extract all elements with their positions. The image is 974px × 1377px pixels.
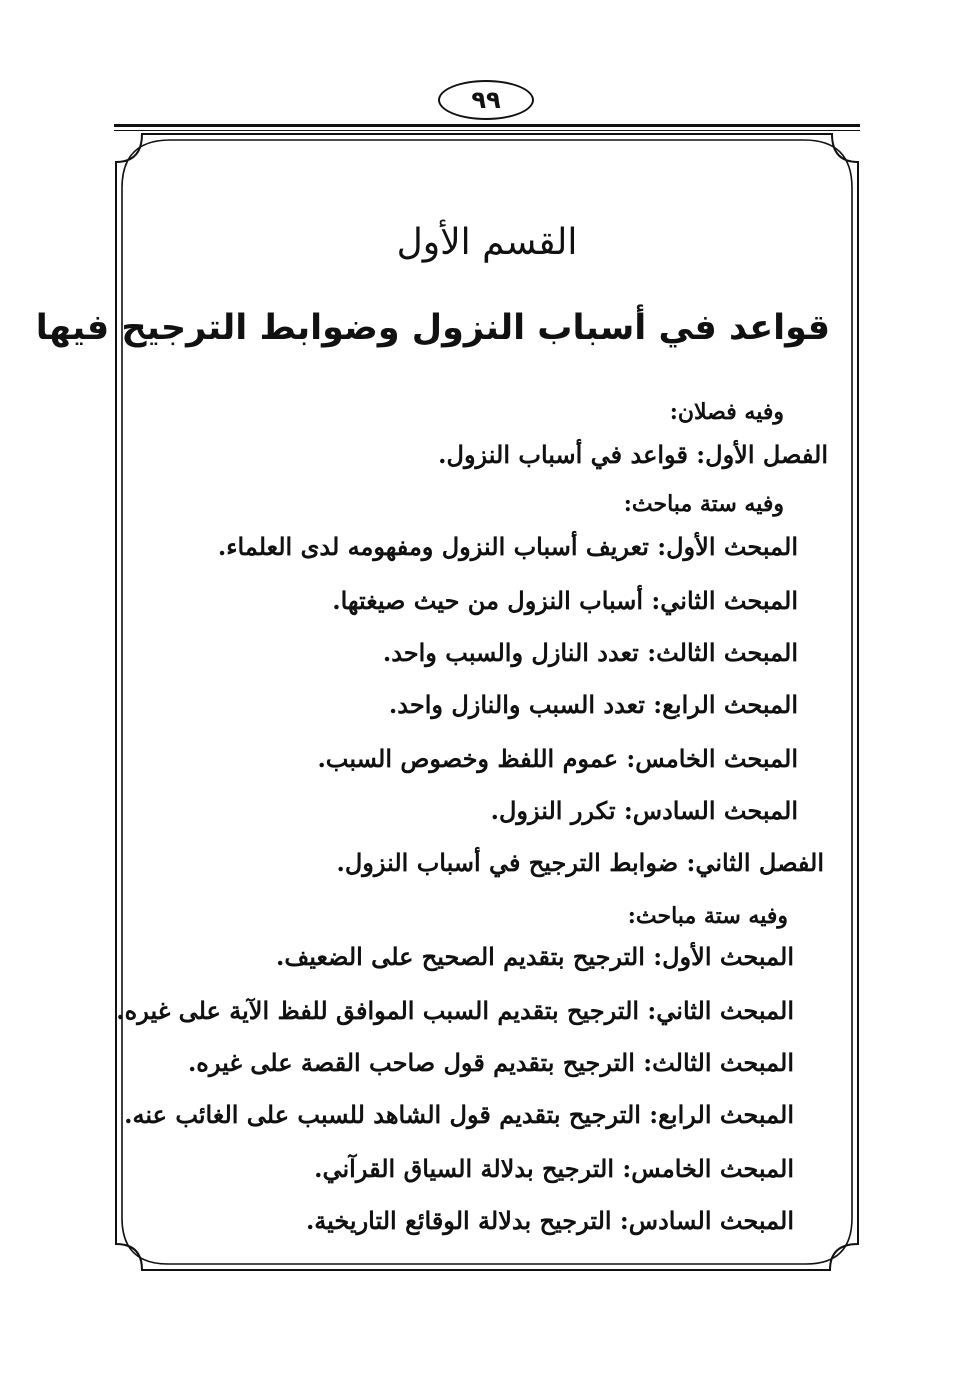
chapter-1-item: المبحث الخامس: عموم اللفظ وخصوص السبب. [317, 744, 798, 773]
chapter-2-title: الفصل الثاني: ضوابط الترجيح في أسباب النزول. [336, 848, 824, 877]
chapter-1-item: المبحث الثاني: أسباب النزول من حيث صيغتها. [332, 586, 798, 615]
chapter-2-item: المبحث الخامس: الترجيح بدلالة السياق القرآني. [314, 1154, 794, 1183]
chapter-2-item: المبحث الثاني: الترجيح بتقديم السبب الموافق للفظ الآية على غيره. [116, 996, 794, 1025]
chapter-1-item: المبحث الأول: تعريف أسباب النزول ومفهومه لدى العلماء. [217, 532, 798, 561]
chapter-1-item: المبحث الثالث: تعدد النازل والسبب واحد. [382, 638, 798, 667]
main-title: قواعد في أسباب النزول وضوابط الترجيح فيها [35, 308, 830, 348]
chapter-1-intro: وفيه ستة مباحث: [623, 491, 784, 517]
page-number-text: ٩٩ [471, 86, 501, 114]
intro-text: وفيه فصلان: [669, 399, 784, 425]
chapter-1-item: المبحث الرابع: تعدد السبب والنازل واحد. [388, 690, 798, 719]
chapter-2-intro: وفيه ستة مباحث: [627, 903, 788, 929]
chapter-2-item: المبحث الأول: الترجيح بتقديم الصحيح على الضعيف. [276, 942, 794, 971]
chapter-1-item: المبحث السادس: تكرر النزول. [490, 796, 798, 825]
chapter-2-item: المبحث الرابع: الترجيح بتقديم قول الشاهد للسبب على الغائب عنه. [124, 1100, 794, 1129]
section-title: القسم الأول [396, 222, 578, 263]
chapter-2-item: المبحث السادس: الترجيح بدلالة الوقائع التاريخية. [305, 1206, 794, 1235]
chapter-1-title: الفصل الأول: قواعد في أسباب النزول. [438, 440, 828, 469]
chapter-2-item: المبحث الثالث: الترجيح بتقديم قول صاحب القصة على غيره. [187, 1048, 794, 1077]
